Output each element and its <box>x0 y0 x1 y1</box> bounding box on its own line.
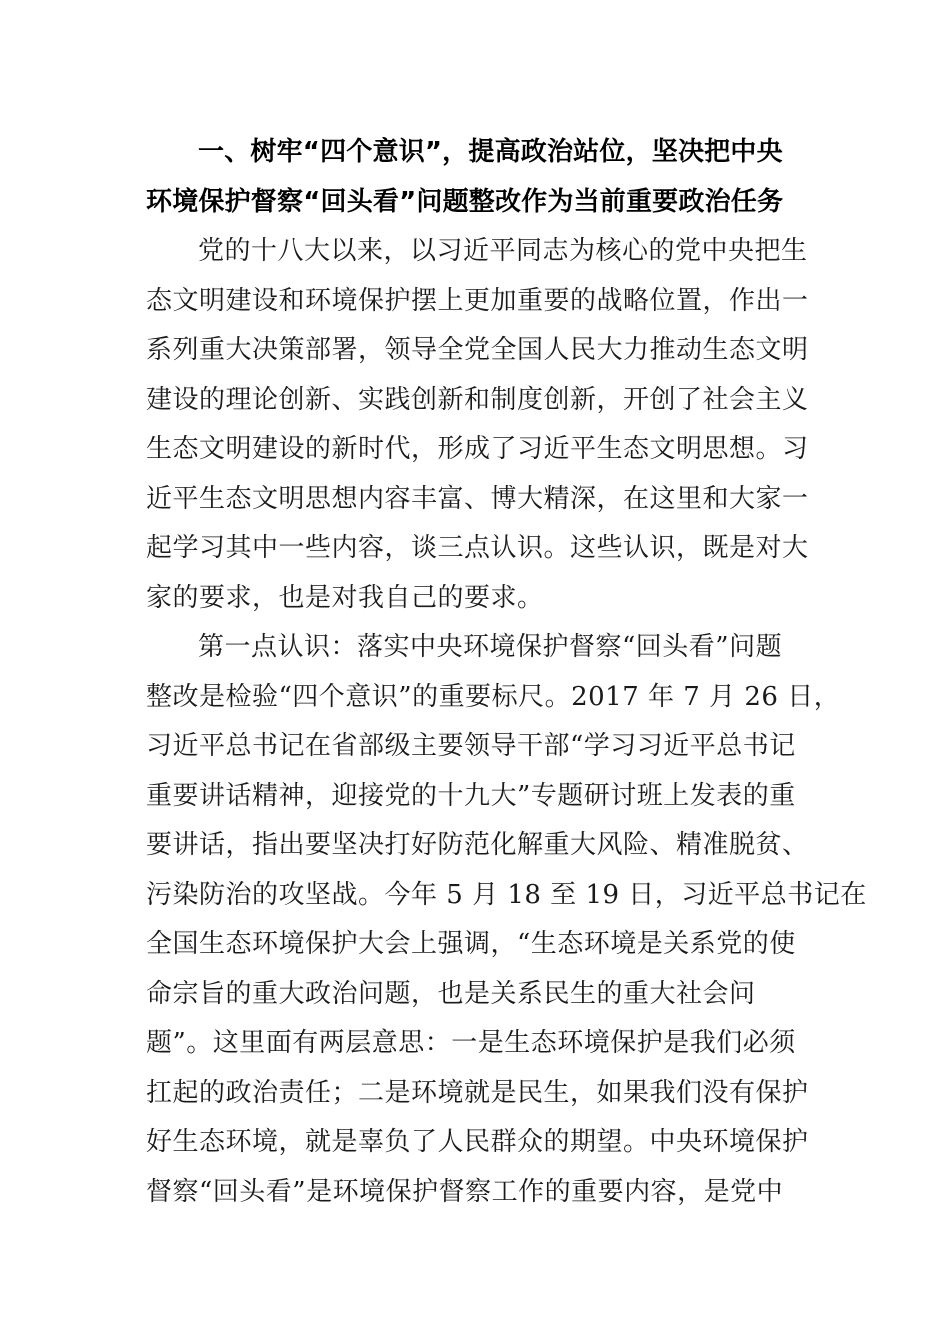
text-line: 建设的理论创新、实践创新和制度创新，开创了社会主义 <box>146 384 809 415</box>
text-line: 督察“回头看”是环境保护督察工作的重要内容，是党中 <box>146 1176 784 1207</box>
text-line: 生态文明建设的新时代，形成了习近平生态文明思想。习 <box>146 434 809 464</box>
paragraph-first-point <box>146 623 867 1217</box>
heading-line: 一、树牢“四个意识”，提高政治站位，坚决把中央 <box>198 137 783 167</box>
text-line: 第一点认识：落实中央环境保护督察“回头看”问题 <box>198 632 783 662</box>
section-heading <box>146 128 806 227</box>
text-line: 重要讲话精神，迎接党的十九大”专题研讨班上发表的重 <box>146 780 796 811</box>
text-line: 污染防治的攻坚战。今年 5 月 18 至 19 日，习近平总书记在 <box>146 879 867 910</box>
text-line: 起学习其中一些内容，谈三点认识。这些认识，既是对大 <box>146 533 809 563</box>
text-line: 整改是检验“四个意识”的重要标尺。2017 年 7 月 26 日， <box>146 681 841 712</box>
text-line: 党的十八大以来，以习近平同志为核心的党中央把生 <box>198 236 808 266</box>
text-line: 全国生态环境保护大会上强调，“生态环境是关系党的使 <box>146 929 796 959</box>
text-line: 家的要求，也是对我自己的要求。 <box>146 582 544 613</box>
text-line: 好生态环境，就是辜负了人民群众的期望。中央环境保护 <box>146 1127 809 1157</box>
text-line: 系列重大决策部署，领导全党全国人民大力推动生态文明 <box>146 335 809 365</box>
text-line: 题”。这里面有两层意思：一是生态环境保护是我们必须 <box>146 1028 796 1058</box>
text-line: 要讲话，指出要坚决打好防范化解重大风险、精准脱贫、 <box>146 830 809 860</box>
text-line: 扛起的政治责任；二是环境就是民生，如果我们没有保护 <box>146 1077 809 1108</box>
document-body <box>146 128 867 1217</box>
text-line: 习近平总书记在省部级主要领导干部“学习习近平总书记 <box>146 731 796 761</box>
text-line: 近平生态文明思想内容丰富、博大精深，在这里和大家一 <box>146 483 809 514</box>
text-line: 命宗旨的重大政治问题，也是关系民生的重大社会问 <box>146 978 756 1009</box>
paragraph-intro <box>146 227 809 623</box>
text-line: 态文明建设和环境保护摆上更加重要的战略位置，作出一 <box>146 285 809 316</box>
heading-line: 环境保护督察“回头看”问题整改作为当前重要政治任务 <box>146 186 784 217</box>
